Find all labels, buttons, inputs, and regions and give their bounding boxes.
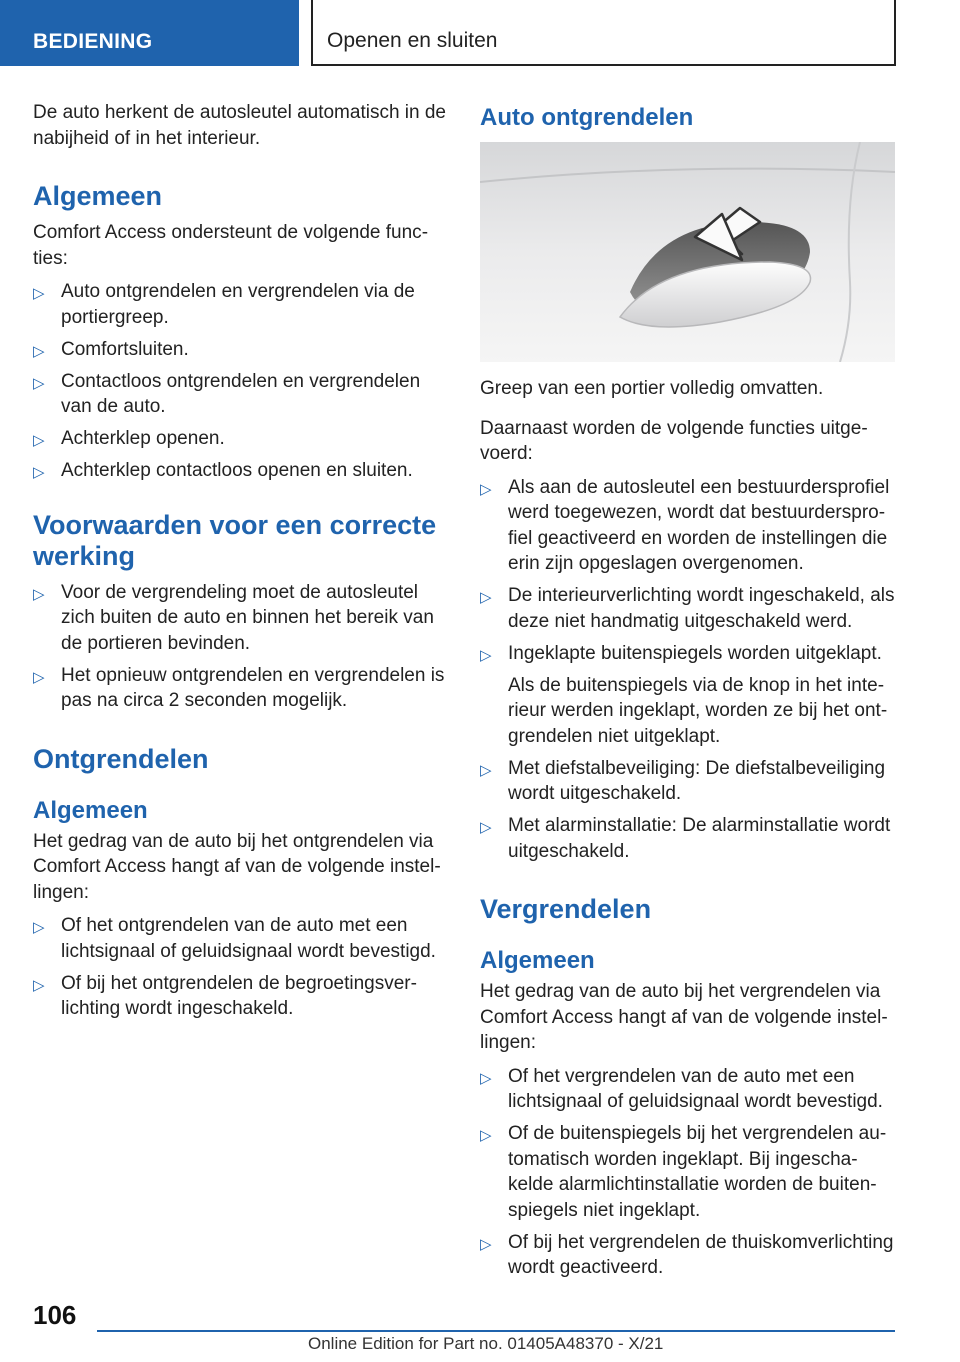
list-item: ▷ De interieurverlichting wordt ingeschakeld, als deze niet handmatig uitgeschakeld werd. xyxy=(480,585,895,632)
footer-rule xyxy=(97,1330,895,1332)
list-item: ▷ Of het ontgrendelen van de auto met een lichtsignaal of geluidsignaal wordt bevestigd. xyxy=(33,915,436,962)
list-item: ▷ Achterklep openen. xyxy=(33,426,448,452)
list-item: ▷ Comfortsluiten. xyxy=(33,337,448,363)
list-item: ▷ Met diefstalbeveiliging: De diefstalbeveiliging wordt uitgeschakeld. xyxy=(480,757,886,804)
list-item: ▷ Of bij het vergrendelen de thuiskomverlichting wordt geactiveerd. xyxy=(480,1231,894,1278)
heading-ontgrendelen: Ontgrendelen xyxy=(33,743,209,774)
list-item: ▷ Auto ontgrendelen en vergrendelen via de portiergreep. xyxy=(33,281,415,328)
door-handle-photo xyxy=(480,142,895,362)
bullet-triangle-icon: ▷ xyxy=(33,976,45,994)
bullet-triangle-icon: ▷ xyxy=(480,1235,492,1253)
page-header xyxy=(0,0,960,66)
spiegel-note: Als de buitenspiegels via de knop in het interieur werden ingeklapt, worden ze bij het ontgrendelen niet uitgeklapt. xyxy=(508,674,888,747)
door-handle-illustration xyxy=(480,142,895,362)
page-number: 106 xyxy=(33,1300,77,1330)
bullet-triangle-icon: ▷ xyxy=(33,432,45,449)
heading-auto-ontgrendelen: Auto ontgrendelen xyxy=(480,104,694,131)
bullet-triangle-icon: ▷ xyxy=(33,585,45,603)
bullet-triangle-icon: ▷ xyxy=(480,480,492,498)
algemeen-text: Comfort Access ondersteunt de volgende functies: xyxy=(33,222,429,269)
bullet-triangle-icon: ▷ xyxy=(480,819,492,836)
list-item: ▷ Contactloos ontgrendelen en vergrendelen van de auto. xyxy=(33,370,421,417)
list-item: ▷ Achterklep contactloos openen en sluiten. xyxy=(33,458,448,484)
heading-vergrendelen: Vergrendelen xyxy=(480,894,652,924)
bullet-triangle-icon: ▷ xyxy=(480,1127,492,1144)
list-item: ▷ Als aan de autosleutel een bestuurdersprofiel werd toegewezen, wordt dat bestuurdersprofiel geactiveerd en worden de instellingen die erin zijn opgeslagen overgenomen. xyxy=(480,476,890,574)
bullet-triangle-icon: ▷ xyxy=(33,342,45,360)
chapter-title: Openen en sluiten xyxy=(311,0,896,66)
vergrendelen-text: Het gedrag van de auto bij het vergrendelen via Comfort Access hangt af van de volgende instellingen: xyxy=(480,981,888,1053)
subheading-algemeen: Algemeen xyxy=(33,796,148,824)
ontgrendelen-list xyxy=(33,913,448,1022)
voorwaarden-list xyxy=(33,580,448,714)
functions-list xyxy=(480,475,895,667)
list-item: ▷ Ingeklapte buitenspiegels worden uitgeklapt. xyxy=(480,641,895,667)
list-item: ▷ Of het vergrendelen van de auto met een lichtsignaal of geluidsignaal wordt bevestigd. xyxy=(480,1065,883,1112)
bullet-triangle-icon: ▷ xyxy=(480,589,492,606)
bullet-triangle-icon: ▷ xyxy=(33,285,45,302)
bullet-triangle-icon: ▷ xyxy=(33,919,45,936)
vergrendelen-list xyxy=(480,1064,895,1281)
algemeen-list xyxy=(33,279,448,484)
section-tab: BEDIENING xyxy=(0,0,299,66)
bullet-triangle-icon: ▷ xyxy=(33,374,45,392)
right-column xyxy=(480,100,895,1287)
daarnaast-text: Daarnaast worden de volgende functies uitgevoerd: xyxy=(480,417,868,464)
list-item: ▷ Met alarminstallatie: De alarminstallatie wordt uitgeschakeld. xyxy=(480,815,891,862)
intro-paragraph: De auto herkent de autosleutel automatisch in de nabijheid of in het interieur. xyxy=(33,102,446,149)
list-item: ▷ Of de buitenspiegels bij het vergrendelen automatisch worden ingeklapt. Bij ingeschakelde alarmlichtinstallatie worden de buitenspiegels niet ingeklapt. xyxy=(480,1123,887,1221)
list-item: ▷ Of bij het ontgrendelen de begroetingsverlichting wordt ingeschakeld. xyxy=(33,972,417,1019)
heading-algemeen: Algemeen xyxy=(33,181,163,211)
bullet-triangle-icon: ▷ xyxy=(480,646,492,664)
bullet-triangle-icon: ▷ xyxy=(33,668,45,686)
list-item: ▷ Het opnieuw ontgrendelen en vergrendelen is pas na circa 2 seconden mogelijk. xyxy=(33,664,445,711)
functions-list-2 xyxy=(480,756,895,865)
heading-voorwaarden: Voorwaarden voor een correcte werking xyxy=(33,509,437,571)
left-column xyxy=(33,100,448,1028)
photo-caption: Greep van een portier volledig omvatten. xyxy=(480,378,824,399)
footer-edition: Online Edition for Part no. 01405A48370 - X/21 xyxy=(308,1334,664,1353)
ontgrendelen-text: Het gedrag van de auto bij het ontgrendelen via Comfort Access hangt af van de volgende instellingen: xyxy=(33,830,441,903)
subheading-algemeen-2: Algemeen xyxy=(480,947,595,974)
list-item: ▷ Voor de vergrendeling moet de autosleutel zich buiten de auto en binnen het bereik van de portieren bevinden. xyxy=(33,581,434,654)
bullet-triangle-icon: ▷ xyxy=(480,761,492,779)
bullet-triangle-icon: ▷ xyxy=(480,1069,492,1087)
bullet-triangle-icon: ▷ xyxy=(33,464,45,481)
